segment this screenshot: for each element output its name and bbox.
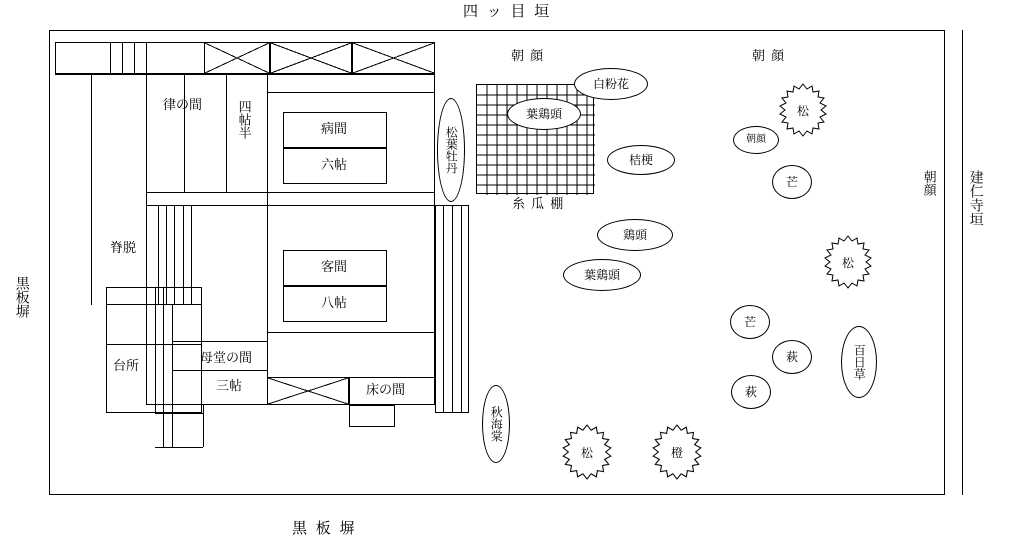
morning-glory-label-left: 朝 顔 — [511, 49, 545, 64]
room-label-yojohan: 四帖半 — [235, 100, 251, 139]
crossed-cell — [204, 42, 270, 74]
tree-label-daidai: 橙 — [670, 445, 683, 460]
house-line — [184, 74, 185, 192]
plant-keito: 鶏頭 — [597, 219, 673, 251]
tree-label-matsu-1: 松 — [796, 103, 809, 118]
room-label-sekidatsu: 脊脱 — [110, 241, 137, 256]
house-bottom-stub — [349, 405, 395, 427]
boundary-label-bottom: 黒 板 塀 — [292, 519, 357, 537]
tree-label-matsu-3: 松 — [580, 445, 593, 460]
house-line — [106, 344, 202, 345]
house-line — [203, 405, 204, 447]
house-line — [55, 74, 146, 75]
trellis-label: 糸 瓜 棚 — [512, 197, 565, 212]
room-label-yamai: 病間 — [321, 122, 348, 137]
house-line — [55, 42, 56, 74]
plant-susuki-2: 芒 — [772, 165, 812, 199]
tree-matsu-2 — [820, 234, 876, 290]
house-line — [134, 42, 135, 74]
boundary-label-top: 四 ッ 目 垣 — [463, 2, 552, 20]
house-line — [226, 74, 227, 192]
plant-susuki-1: 芒 — [730, 305, 770, 339]
house-line — [122, 42, 123, 74]
room-label-tokonoma: 床の間 — [366, 383, 406, 398]
plant-hyakunichiso: 百日草 — [841, 326, 877, 398]
plant-hagi-2: 萩 — [731, 375, 771, 409]
boundary-label-right-outer: 建仁寺垣 — [967, 170, 984, 226]
tree-matsu-1 — [775, 82, 831, 138]
veranda-line — [443, 205, 444, 413]
morning-glory-label-right: 朝 顔 — [752, 49, 786, 64]
room-label-hachijo: 八帖 — [321, 296, 348, 311]
room-label-rokujo: 六帖 — [321, 158, 348, 173]
house-line — [155, 447, 203, 448]
tree-daidai — [648, 423, 706, 481]
crossed-cell — [352, 42, 435, 74]
house-west-wing — [106, 287, 202, 413]
house-line — [267, 332, 435, 333]
room-label-bodo: 母堂の間 — [200, 351, 253, 366]
veranda-line — [461, 205, 462, 413]
plant-kikyo: 桔梗 — [607, 145, 675, 175]
house-line — [172, 304, 173, 447]
plant-hagi-1: 萩 — [772, 340, 812, 374]
plant-hageito-1: 葉鶏頭 — [507, 98, 581, 130]
house-line — [91, 74, 92, 305]
room-label-daidokoro: 台所 — [113, 359, 140, 374]
house-line — [106, 304, 202, 305]
crossed-cell — [270, 42, 352, 74]
house-line — [267, 74, 268, 405]
house-line — [267, 92, 435, 93]
room-label-kyakuma: 客間 — [321, 260, 348, 275]
house-line — [155, 287, 156, 413]
veranda-line — [452, 205, 453, 413]
tree-label-matsu-2: 松 — [841, 255, 854, 270]
house-line — [110, 42, 111, 74]
room-label-sanjo: 三帖 — [216, 379, 243, 394]
room-label-ritsu: 律の間 — [163, 98, 203, 113]
house-line — [172, 341, 267, 342]
house-line — [172, 370, 267, 371]
plant-shukaido: 秋海棠 — [482, 385, 510, 463]
plant-matsubabotan: 松葉牡丹 — [437, 98, 465, 202]
kenninji-fence-line — [962, 30, 963, 495]
crossed-cell — [267, 377, 349, 405]
boundary-label-left: 黒板塀 — [13, 276, 30, 318]
house-line — [146, 192, 435, 193]
plant-oshiroibana: 白粉花 — [574, 68, 648, 100]
house-line — [155, 413, 203, 414]
tree-matsu-3 — [558, 423, 616, 481]
house-line — [163, 287, 164, 447]
boundary-label-right-inner: 朝顔 — [920, 170, 936, 196]
plant-asagao-small: 朝顔 — [733, 126, 779, 154]
plant-hageito-2: 葉鶏頭 — [563, 259, 641, 291]
